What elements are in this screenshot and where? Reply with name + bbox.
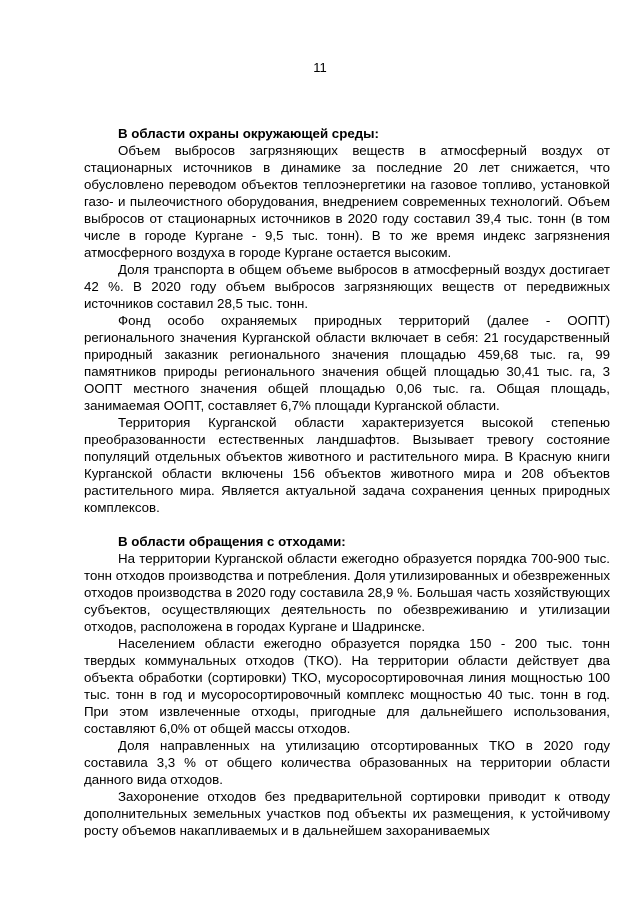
page-number: 11 — [313, 60, 327, 75]
paragraph: Объем выбросов загрязняющих веществ в атмосферный воздух от стационарных источников в динамике за последние 20 лет снижается, что обусловлено переводом объектов теплоэнергетики на газовое топливо, установкой газо- и пылеочистного оборудования, внедрением современных технологий. Объем выбросов от стационарных источников в 2020 году составил 39,4 тыс. тонн (в том числе в городе Кургане - 9,5 тыс. тонн). В то же время индекс загрязнения атмосферного воздуха в городе Кургане остается высоким. — [84, 143, 610, 260]
section-environment — [84, 125, 610, 516]
paragraph: Населением области ежегодно образуется порядка 150 - 200 тыс. тонн твердых коммунальных отходов (ТКО). На территории области действует два объекта обработки (сортировки) ТКО, мусоросортировочная линия мощностью 100 тыс. тонн в год и мусоросортировочный комплекс мощностью 40 тыс. тонн в год. При этом извлеченные отходы, пригодные для дальнейшего использования, составляют 6,0% от общей массы отходов. — [84, 636, 610, 736]
paragraph: Захоронение отходов без предварительной сортировки приводит к отводу дополнительных земельных участков под объекты их размещения, к устойчивому росту объемов накапливаемых и в дальнейшем захораниваемых — [84, 789, 610, 838]
paragraph: Доля направленных на утилизацию отсортированных ТКО в 2020 году составила 3,3 % от общего количества образованных на территории области данного вида отходов. — [84, 738, 610, 787]
document-body — [84, 125, 610, 839]
section-heading: В области охраны окружающей среды: — [118, 126, 379, 141]
section-waste — [84, 533, 610, 839]
section-heading: В области обращения с отходами: — [118, 534, 346, 549]
paragraph: На территории Курганской области ежегодно образуется порядка 700-900 тыс. тонн отходов производства и потребления. Доля утилизированных и обезвреженных отходов производства в 2020 году составила 28,9 %. Большая часть хозяйствующих субъектов, осуществляющих деятельность по обезвреживанию и утилизации отходов, расположена в городах Кургане и Шадринске. — [84, 551, 610, 634]
paragraph: Фонд особо охраняемых природных территорий (далее - ООПТ) регионального значения Курганской области включает в себя: 21 государственный природный заказник регионального значения площадью 459,68 тыс. га, 99 памятников природы регионального значения общей площадью 30,41 тыс. га, 3 ООПТ местного значения общей площадью 0,06 тыс. га. Общая площадь, занимаемая ООПТ, составляет 6,7% площади Курганской области. — [84, 313, 610, 413]
section-spacer — [84, 516, 610, 533]
paragraph: Доля транспорта в общем объеме выбросов в атмосферный воздух достигает 42 %. В 2020 году объем выбросов загрязняющих веществ от передвижных источников составил 28,5 тыс. тонн. — [84, 262, 610, 311]
paragraph: Территория Курганской области характеризуется высокой степенью преобразованности естественных ландшафтов. Вызывает тревогу состояние популяций отдельных объектов животного и растительного мира. В Красную книги Курганской области включены 156 объектов животного мира и 208 объектов растительного мира. Является актуальной задача сохранения ценных природных комплексов. — [84, 415, 610, 515]
